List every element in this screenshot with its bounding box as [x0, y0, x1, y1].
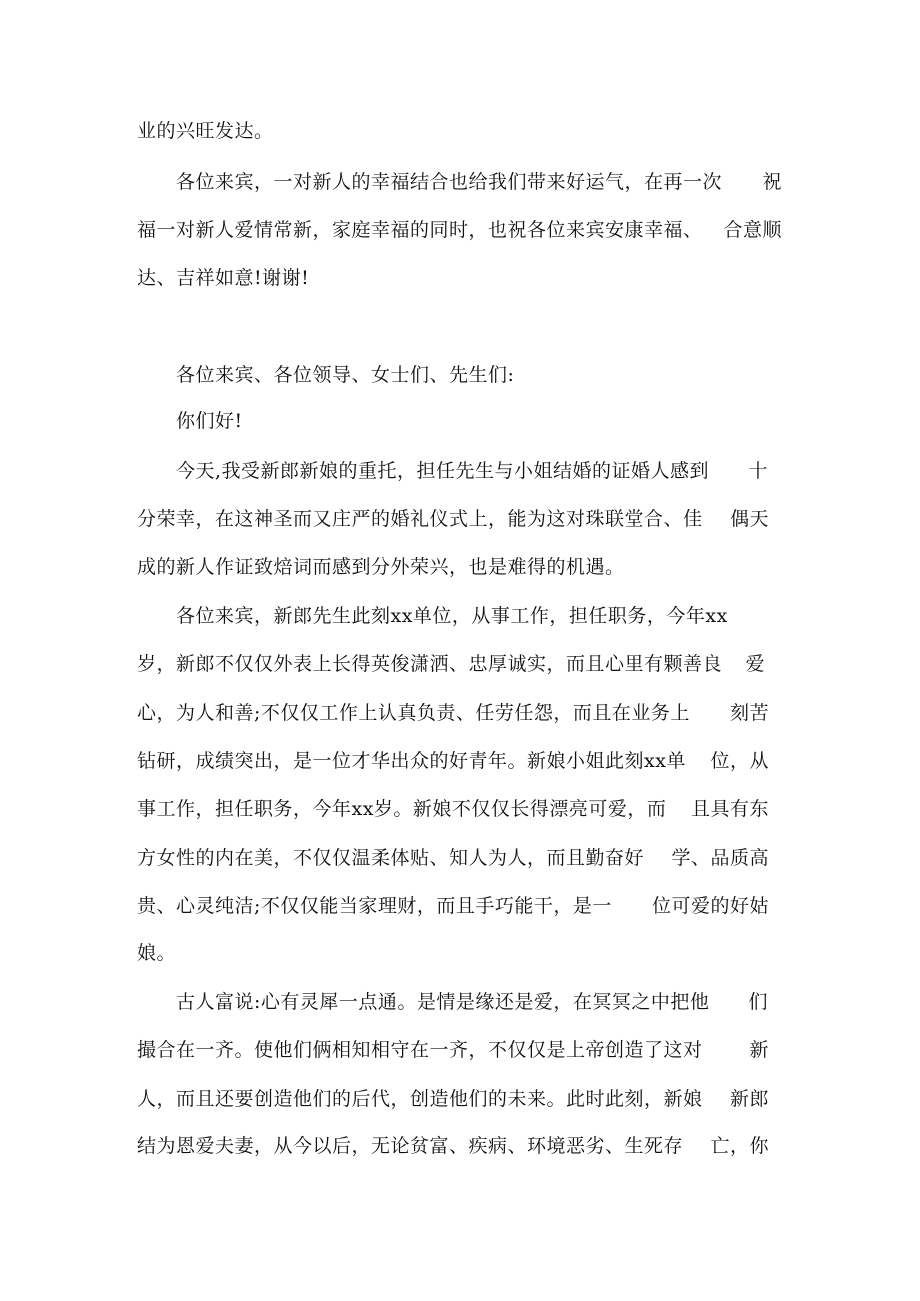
line-text: 岁，新郎不仅仅外表上长得英俊潇洒、忠厚诚实，而且心里有颗善良 — [137, 653, 723, 675]
text-line — [176, 990, 768, 1014]
line-text: 你们好! — [176, 410, 243, 432]
line-text: 事工作，担任职务，今年xx岁。新娘不仅仅长得漂亮可爱，而 — [137, 798, 667, 820]
line-text: 学、品质高 — [671, 847, 769, 869]
text-line — [137, 749, 769, 773]
line-text: 古人富说:心有灵犀一点通。是情是缘还是爱，在冥冥之中把他 — [176, 991, 710, 1013]
line-text: 达、吉祥如意!谢谢! — [137, 267, 310, 289]
line-text: 十 — [748, 460, 768, 482]
line-text: 成的新人作证致焙词而感到分外荣兴，也是难得的机遇。 — [137, 556, 625, 578]
line-text: 爱 — [745, 653, 765, 675]
line-text: 分荣幸，在这神圣而又庄严的婚礼仪式上，能为这对珠联堂合、佳 — [137, 508, 703, 530]
text-line — [176, 409, 821, 433]
text-line — [137, 941, 782, 965]
line-text: 合意顺 — [723, 219, 782, 241]
text-line — [137, 652, 765, 676]
line-text: 们 — [748, 991, 768, 1013]
line-text: 人，而且还要创造他们的后代，创造他们的未来。此时此刻，新娘 — [137, 1088, 703, 1110]
text-line — [137, 507, 769, 531]
line-text: 今天,我受新郎新娘的重托，担任先生与小姐结婚的证婚人感到 — [176, 460, 710, 482]
line-text: 且具有东 — [690, 798, 769, 820]
text-line — [137, 1134, 769, 1158]
text-line — [137, 797, 769, 821]
text-line — [137, 1087, 769, 1111]
line-text: 位，从 — [710, 750, 769, 772]
text-line — [176, 459, 768, 483]
text-line — [176, 604, 821, 628]
text-line — [137, 119, 782, 143]
line-text: 位可爱的好姑 — [651, 895, 769, 917]
line-text: 各位来宾、各位领导、女士们、先生们: — [176, 364, 515, 386]
line-text: 业的兴旺发达。 — [137, 120, 274, 142]
text-line — [176, 170, 782, 194]
line-text: 方女性的内在美，不仅仅温柔体贴、知人为人，而且勤奋好 — [137, 847, 645, 869]
text-line — [137, 894, 769, 918]
line-text: 撮合在一齐。使他们俩相知相守在一齐，不仅仅是上帝创造了这对 — [137, 1039, 703, 1061]
text-line — [137, 1038, 769, 1062]
line-text: 各位来宾，新郎先生此刻xx单位，从事工作，担任职务，今年xx — [176, 605, 728, 627]
line-text: 娘。 — [137, 942, 177, 964]
text-line — [137, 218, 782, 242]
line-text: 心，为人和善;不仅仅工作上认真负责、任劳任怨，而且在业务上 — [137, 702, 690, 724]
line-text: 贵、心灵纯洁;不仅仅能当家理财，而且手巧能干，是一 — [137, 895, 612, 917]
line-text: 结为恩爱夫妻，从今以后，无论贫富、疾病、环境恶劣、生死存 — [137, 1135, 684, 1157]
text-line — [137, 555, 782, 579]
text-line — [137, 846, 769, 870]
line-text: 各位来宾，一对新人的幸福结合也给我们带来好运气，在再一次 — [176, 171, 723, 193]
line-text: 祝 — [762, 171, 782, 193]
line-text: 亡，你 — [710, 1135, 769, 1157]
line-text: 新 — [749, 1039, 769, 1061]
line-text: 偶天 — [729, 508, 769, 530]
line-text: 新郎 — [729, 1088, 769, 1110]
text-line — [176, 363, 821, 387]
text-line — [137, 701, 769, 725]
line-text: 刻苦 — [729, 702, 769, 724]
text-line — [137, 266, 782, 290]
line-text: 福一对新人爱情常新，家庭幸福的同时，也祝各位来宾安康幸福、 — [137, 219, 703, 241]
line-text: 钻研，成绩突出，是一位才华出众的好青年。新娘小姐此刻xx单 — [137, 750, 686, 772]
